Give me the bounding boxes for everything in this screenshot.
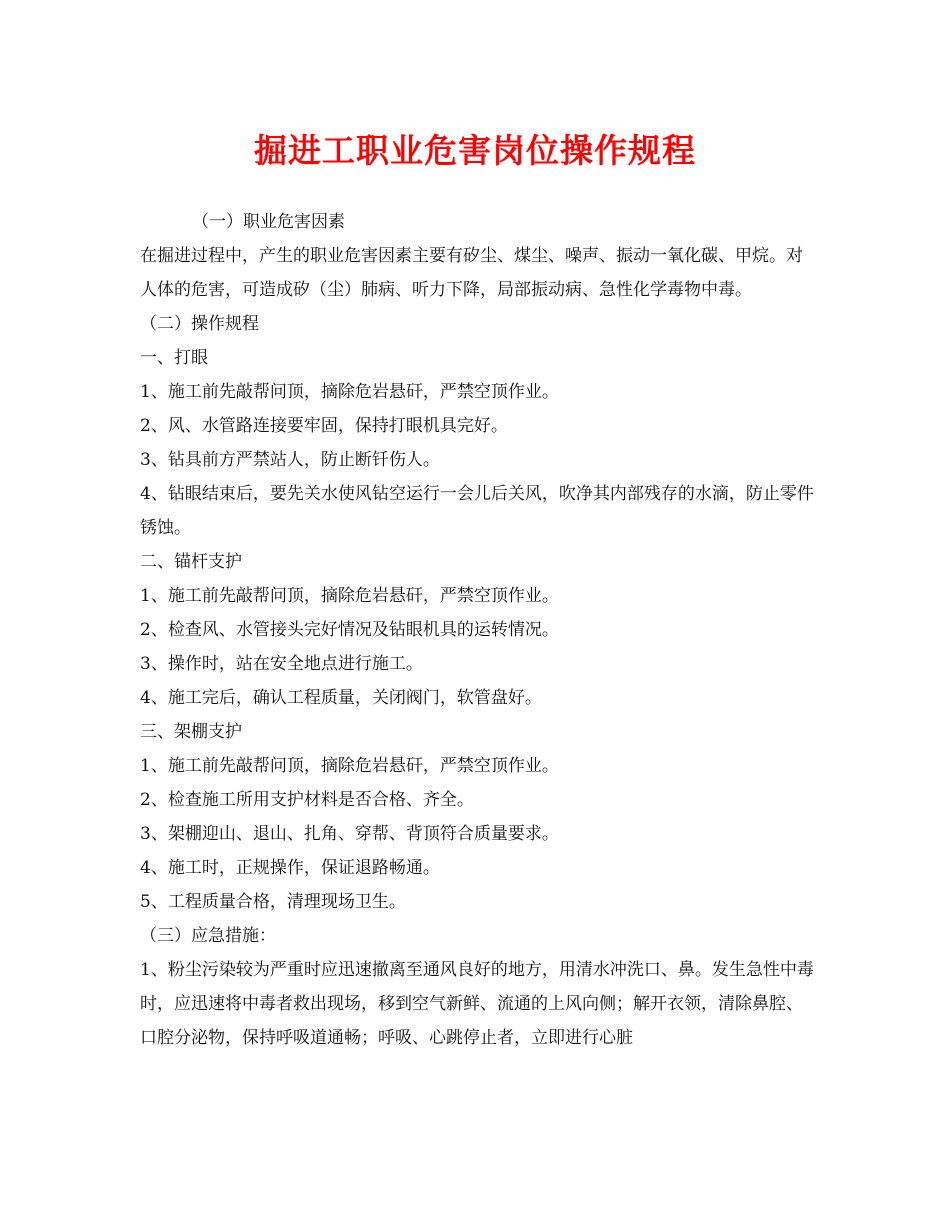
list-item: 3、操作时，站在安全地点进行施工。 bbox=[140, 654, 423, 674]
list-item: 2、检查施工所用支护材料是否合格、齐全。 bbox=[140, 790, 474, 810]
list-item: 4、钻眼结束后，要先关水使风钻空运行一会儿后关风，吹净其内部残存的水滴，防止零件锈蚀。 bbox=[140, 484, 814, 538]
subheading-frame-support: 三、架棚支护 bbox=[140, 722, 242, 742]
paragraph-hazards: 在掘进过程中，产生的职业危害因素主要有矽尘、煤尘、噪声、振动一氧化碳、甲烷。对人体的危害，可造成矽（尘）肺病、听力下降，局部振动病、急性化学毒物中毒。 bbox=[140, 246, 803, 300]
list-item: 4、施工完后，确认工程质量，关闭阀门，软管盘好。 bbox=[140, 688, 542, 708]
list-item: 4、施工时，正规操作，保证退路畅通。 bbox=[140, 858, 440, 878]
list-item: 3、架棚迎山、退山、扎角、穿帮、背顶符合质量要求。 bbox=[140, 824, 559, 844]
document-title: 掘进工职业危害岗位操作规程 bbox=[254, 131, 696, 170]
section-heading-emergency: （三）应急措施： bbox=[140, 926, 276, 946]
section-heading-procedures: （二）操作规程 bbox=[140, 314, 259, 334]
list-item: 2、风、水管路连接要牢固，保持打眼机具完好。 bbox=[140, 416, 508, 436]
list-item: 3、钻具前方严禁站人，防止断钎伤人。 bbox=[140, 450, 440, 470]
document-body bbox=[140, 205, 815, 1055]
list-item: 5、工程质量合格，清理现场卫生。 bbox=[140, 892, 406, 912]
section-heading-hazards: （一）职业危害因素 bbox=[192, 212, 345, 232]
list-item: 1、施工前先敲帮问顶，摘除危岩悬矸，严禁空顶作业。 bbox=[140, 382, 559, 402]
list-item: 2、检查风、水管接头完好情况及钻眼机具的运转情况。 bbox=[140, 620, 559, 640]
paragraph-emergency: 1、粉尘污染较为严重时应迅速撤离至通风良好的地方，用清水冲洗口、鼻。发生急性中毒时，应迅速将中毒者救出现场，移到空气新鲜、流通的上风向侧；解开衣领，清除鼻腔、口腔分泌物，保持呼吸道通畅；呼吸、心跳停止者，立即进行心脏 bbox=[140, 960, 814, 1048]
list-item: 1、施工前先敲帮问顶，摘除危岩悬矸，严禁空顶作业。 bbox=[140, 586, 559, 606]
subheading-bolt-support: 二、锚杆支护 bbox=[140, 552, 242, 572]
list-item: 1、施工前先敲帮问顶，摘除危岩悬矸，严禁空顶作业。 bbox=[140, 756, 559, 776]
subheading-drilling: 一、打眼 bbox=[140, 348, 208, 368]
